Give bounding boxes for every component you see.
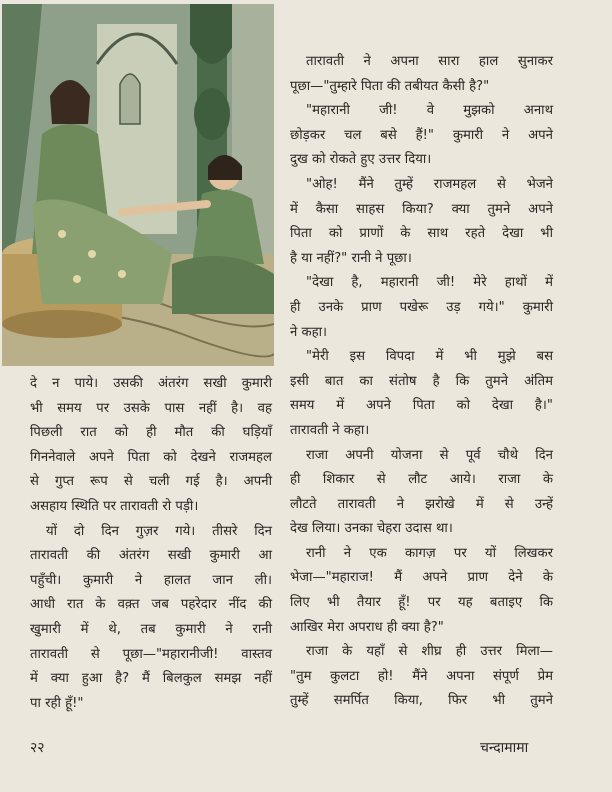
- text-line: में क्या हुआ है? मैं बिलकुल समझ नहीं: [30, 671, 272, 687]
- text-line: खुमारी में थे, तब कुमारी ने रानी: [30, 621, 272, 637]
- text-line: "महारानी जी! वे मुझको अनाथ: [306, 103, 553, 119]
- text-line: से गुप्त रूप से चली गई है। अपनी: [30, 474, 272, 490]
- left-paragraph-2: [30, 520, 272, 717]
- text-line: छोड़कर चल बसे हैं!" कुमारी ने अपने: [290, 127, 553, 143]
- text-line: "तुम कुलटा हो! मैंने अपना संपूर्ण प्रेम: [290, 668, 553, 684]
- left-paragraph-1: [30, 372, 272, 520]
- text-line: गिननेवाले अपने पिता को देखने राजमहल: [30, 449, 272, 465]
- text-line: है या नहीं?" रानी ने पूछा।: [290, 250, 412, 266]
- story-illustration: [2, 4, 274, 366]
- text-line: "देखा है, महारानी जी! मेरे हाथों में: [306, 275, 553, 291]
- text-line: में कैसा साहस किया? क्या तुमने अपने: [290, 201, 553, 217]
- text-line: राजा अपनी योजना से पूर्व चौथे दिन: [306, 447, 553, 463]
- text-line: समय में अपने पिता को देखा है।": [290, 398, 553, 414]
- text-line: भी समय पर उसके पास नहीं है। वह: [30, 400, 272, 416]
- text-line: लिए भी तैयार हूँ! पर यह बताइए कि: [290, 595, 553, 611]
- right-paragraph-7: [290, 542, 553, 640]
- text-line: लौटते तारावती ने झरोखे में से उन्हें: [290, 496, 553, 512]
- text-line: दे न पाये। उसकी अंतरंग सखी कुमारी: [30, 376, 272, 391]
- text-line: तारावती ने कहा।: [290, 422, 370, 438]
- text-line: ही उनके प्राण पखेरू उड़ गये।" कुमारी: [290, 299, 553, 315]
- magazine-name: चन्दामामा: [480, 740, 529, 756]
- right-paragraph-4: [290, 271, 553, 345]
- text-line: "ओह! मैंने तुम्हें राजमहल से भेजने: [306, 176, 553, 192]
- right-paragraph-1: [290, 50, 553, 99]
- text-line: आखिर मेरा अपराध ही क्या है?": [290, 619, 444, 635]
- text-line: राजा के यहाँ से शीघ्र ही उत्तर मिला—: [306, 644, 553, 660]
- right-paragraph-3: [290, 173, 553, 271]
- right-text-column: [290, 50, 553, 714]
- text-line: पिछली रात को ही मौत की घड़ियाँ: [30, 425, 272, 441]
- text-line: असहाय स्थिति पर तारावती रो पड़ी।: [30, 498, 199, 514]
- text-line: भेजा—"महाराज! मैं अपने प्राण देने के: [290, 570, 553, 586]
- text-line: तारावती से पूछा—"महारानीजी! वास्तव: [30, 646, 272, 662]
- text-line: तारावती ने अपना सारा हाल सुनाकर: [306, 54, 553, 69]
- text-line: पूछा—"तुम्हारे पिता की तबीयत कैसी है?": [290, 78, 490, 94]
- text-line: ने कहा।: [290, 324, 328, 340]
- text-line: पिता को प्राणों के साथ रहते देखा भी: [290, 226, 553, 242]
- page-number: २२: [30, 740, 45, 756]
- text-line: तारावती की अंतरंग सखी कुमारी आ: [30, 548, 272, 564]
- two-women-scene-icon: [2, 4, 274, 366]
- right-paragraph-2: [290, 99, 553, 173]
- text-line: ही शिकार से लौट आये। राजा के: [290, 472, 553, 488]
- text-line: पा रही हूँ!": [30, 695, 84, 711]
- text-line: यों दो दिन गुज़र गये। तीसरे दिन: [46, 523, 272, 539]
- right-paragraph-8: [290, 640, 553, 714]
- left-text-column: [30, 372, 272, 716]
- text-line: "मेरी इस विपदा में भी मुझे बस: [306, 349, 553, 365]
- text-line: दुख को रोकते हुए उत्तर दिया।: [290, 152, 432, 168]
- text-line: रानी ने एक कागज़ पर यों लिखकर: [306, 545, 553, 561]
- text-line: तुम्हें समर्पित किया, फिर भी तुमने: [290, 693, 553, 709]
- right-paragraph-6: [290, 444, 553, 542]
- text-line: पहुँची। कुमारी ने हालत जान ली।: [30, 572, 272, 588]
- text-line: इसी बात का संतोष है कि तुमने अंतिम: [290, 373, 553, 389]
- text-line: देख लिया। उनका चेहरा उदास था।: [290, 521, 453, 537]
- right-paragraph-5: [290, 345, 553, 443]
- text-line: आधी रात के वक़्त जब पहरेदार नींद की: [30, 597, 272, 613]
